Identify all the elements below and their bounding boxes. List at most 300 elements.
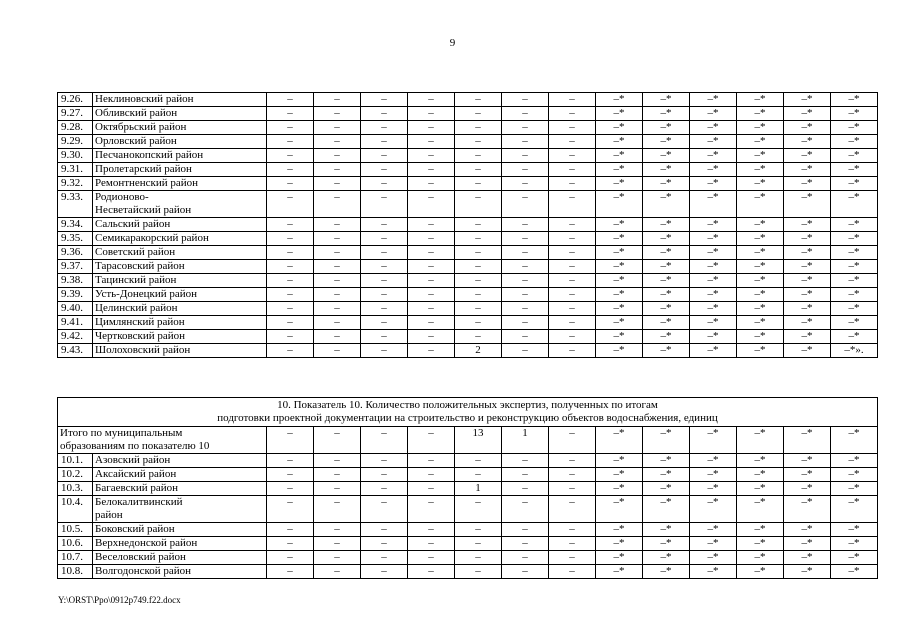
district-name: Несветайский район: [95, 204, 192, 216]
value-cell: –: [549, 316, 596, 330]
value-cell: –*: [737, 135, 784, 149]
value-cell: –*: [643, 135, 690, 149]
value-cell: –: [408, 302, 455, 316]
value-cell: –*: [643, 523, 690, 537]
value-cell: –: [502, 191, 549, 218]
value-cell: –*: [784, 565, 831, 579]
value-cell: –: [314, 107, 361, 121]
value-cell: –: [408, 454, 455, 468]
value-cell: –: [267, 344, 314, 358]
value-cell: –*: [643, 427, 690, 454]
value-cell: –*: [737, 551, 784, 565]
indicator-title-row: [58, 398, 878, 427]
row-number: 10.5.: [58, 523, 93, 537]
value-cell: –: [314, 330, 361, 344]
district-name-cell: [93, 523, 267, 537]
value-cell: –*: [784, 551, 831, 565]
value-cell: –*: [596, 288, 643, 302]
value-cell: –: [455, 537, 502, 551]
row-number: 10.3.: [58, 482, 93, 496]
value-cell: –: [314, 565, 361, 579]
value-cell: –*: [737, 177, 784, 191]
value-cell: –*: [690, 149, 737, 163]
value-cell: –*: [784, 427, 831, 454]
district-name-cell: [93, 232, 267, 246]
district-name-cell: [93, 135, 267, 149]
table-row: [58, 260, 878, 274]
value-cell: –*: [596, 523, 643, 537]
value-cell: –*: [643, 218, 690, 232]
district-name-cell: [93, 149, 267, 163]
table-row: [58, 135, 878, 149]
value-cell: –*: [784, 218, 831, 232]
value-cell: –: [267, 288, 314, 302]
district-name: Цимлянский район: [95, 316, 185, 328]
value-cell: –: [502, 93, 549, 107]
value-cell: –*: [831, 121, 878, 135]
value-cell: –*: [643, 330, 690, 344]
value-cell: –*: [831, 191, 878, 218]
value-cell: –*: [784, 232, 831, 246]
value-cell: –: [267, 454, 314, 468]
table-row: [58, 496, 878, 523]
value-cell: –: [314, 274, 361, 288]
row-number: 9.31.: [58, 163, 93, 177]
value-cell: –: [549, 93, 596, 107]
district-name-cell: [93, 537, 267, 551]
district-name-cell: [93, 316, 267, 330]
value-cell: –: [455, 565, 502, 579]
value-cell: –: [502, 135, 549, 149]
value-cell: –*: [690, 260, 737, 274]
value-cell: –: [361, 330, 408, 344]
value-cell: –: [502, 316, 549, 330]
value-cell: –: [408, 316, 455, 330]
value-cell: –: [455, 316, 502, 330]
value-cell: –: [549, 121, 596, 135]
district-name-cell: [93, 191, 267, 218]
indicator-title: [58, 398, 878, 427]
value-cell: –: [314, 427, 361, 454]
value-cell: –*: [737, 316, 784, 330]
district-name-cell: [93, 496, 267, 523]
value-cell: –*: [643, 302, 690, 316]
value-cell: –: [314, 121, 361, 135]
value-cell: –: [408, 246, 455, 260]
value-cell: –*: [690, 218, 737, 232]
district-name: Ремонтненский район: [95, 177, 199, 189]
value-cell: –: [455, 302, 502, 316]
value-cell: –: [408, 468, 455, 482]
value-cell: –*: [690, 191, 737, 218]
value-cell: –: [549, 537, 596, 551]
value-cell: –: [267, 427, 314, 454]
value-cell: –: [455, 288, 502, 302]
value-cell: –*: [831, 427, 878, 454]
value-cell: –*: [690, 177, 737, 191]
total-label-line: Итого по муниципальным: [60, 427, 183, 439]
row-number: 10.7.: [58, 551, 93, 565]
value-cell: –: [314, 496, 361, 523]
value-cell: –*: [690, 482, 737, 496]
row-number: 9.34.: [58, 218, 93, 232]
value-cell: –*: [737, 302, 784, 316]
value-cell: –*: [784, 135, 831, 149]
table-row: [58, 218, 878, 232]
value-cell: –: [455, 177, 502, 191]
value-cell: –*: [596, 218, 643, 232]
district-name-cell: [93, 330, 267, 344]
district-name-cell: [93, 218, 267, 232]
value-cell: –*: [737, 482, 784, 496]
value-cell: –: [361, 537, 408, 551]
value-cell: –: [549, 565, 596, 579]
value-cell: –: [549, 107, 596, 121]
table-indicator-10: [57, 397, 878, 579]
row-number: 9.30.: [58, 149, 93, 163]
value-cell: –: [408, 523, 455, 537]
value-cell: –*: [831, 468, 878, 482]
value-cell: –: [314, 246, 361, 260]
value-cell: –: [314, 454, 361, 468]
value-cell: –: [361, 107, 408, 121]
value-cell: –: [267, 163, 314, 177]
value-cell: –*: [643, 316, 690, 330]
value-cell: –: [549, 274, 596, 288]
district-name: Волгодонской район: [95, 565, 192, 577]
value-cell: –*: [831, 537, 878, 551]
value-cell: –: [502, 523, 549, 537]
value-cell: –: [549, 246, 596, 260]
value-cell: –*: [596, 260, 643, 274]
value-cell: –*: [831, 302, 878, 316]
value-cell: –: [455, 107, 502, 121]
district-name-cell: [93, 454, 267, 468]
value-cell: –*: [737, 246, 784, 260]
table-row: [58, 121, 878, 135]
value-cell: –*: [596, 191, 643, 218]
value-cell: 13: [455, 427, 502, 454]
value-cell: –: [455, 135, 502, 149]
value-cell: –: [408, 427, 455, 454]
value-cell: –*: [737, 427, 784, 454]
value-cell: –: [408, 149, 455, 163]
value-cell: –*: [737, 149, 784, 163]
value-cell: –*: [690, 135, 737, 149]
value-cell: –*: [643, 232, 690, 246]
value-cell: –: [502, 260, 549, 274]
value-cell: –*: [643, 93, 690, 107]
row-number: 10.1.: [58, 454, 93, 468]
value-cell: –*: [737, 121, 784, 135]
value-cell: –: [267, 191, 314, 218]
value-cell: –*: [690, 468, 737, 482]
table-districts-part1: [57, 92, 878, 358]
value-cell: –: [267, 468, 314, 482]
table-row: [58, 107, 878, 121]
value-cell: –: [314, 232, 361, 246]
total-label-line: образованиям по показателю 10: [60, 440, 210, 452]
value-cell: –*: [690, 107, 737, 121]
value-cell: –: [502, 163, 549, 177]
value-cell: –: [408, 232, 455, 246]
value-cell: –*: [690, 93, 737, 107]
value-cell: –*: [690, 496, 737, 523]
value-cell: –: [455, 330, 502, 344]
value-cell: –: [361, 454, 408, 468]
value-cell: –*: [643, 260, 690, 274]
value-cell: –: [361, 482, 408, 496]
value-cell: –: [502, 288, 549, 302]
value-cell: –: [549, 135, 596, 149]
value-cell: –: [502, 454, 549, 468]
value-cell: –: [502, 107, 549, 121]
value-cell: –*: [643, 482, 690, 496]
value-cell: –: [502, 330, 549, 344]
value-cell: –: [267, 523, 314, 537]
value-cell: –: [361, 468, 408, 482]
value-cell: –: [408, 551, 455, 565]
value-cell: –: [408, 218, 455, 232]
value-cell: –*: [831, 149, 878, 163]
row-number: 9.29.: [58, 135, 93, 149]
value-cell: –*: [690, 344, 737, 358]
value-cell: –: [361, 163, 408, 177]
value-cell: –*: [596, 135, 643, 149]
district-name: Белокалитвинский: [95, 496, 183, 508]
value-cell: –: [455, 246, 502, 260]
value-cell: –*: [737, 218, 784, 232]
value-cell: –: [314, 93, 361, 107]
value-cell: –: [549, 468, 596, 482]
table-row: [58, 537, 878, 551]
value-cell: –: [314, 149, 361, 163]
table-row: [58, 565, 878, 579]
value-cell: –*: [690, 232, 737, 246]
value-cell: –: [267, 260, 314, 274]
row-number: 9.40.: [58, 302, 93, 316]
value-cell: –: [314, 316, 361, 330]
district-name: Веселовский район: [95, 551, 186, 563]
value-cell: –: [408, 344, 455, 358]
district-name: Сальский район: [95, 218, 171, 230]
value-cell: –*: [784, 121, 831, 135]
value-cell: –: [408, 565, 455, 579]
value-cell: –*: [831, 482, 878, 496]
district-name-cell: [93, 93, 267, 107]
district-name-cell: [93, 551, 267, 565]
value-cell: –: [361, 191, 408, 218]
value-cell: –: [408, 191, 455, 218]
value-cell: –*: [737, 274, 784, 288]
value-cell: –: [502, 551, 549, 565]
value-cell: –: [455, 218, 502, 232]
value-cell: –*: [784, 163, 831, 177]
value-cell: –*: [784, 537, 831, 551]
row-number: 9.28.: [58, 121, 93, 135]
value-cell: 2: [455, 344, 502, 358]
value-cell: –*: [690, 316, 737, 330]
table-row: [58, 163, 878, 177]
district-name-cell: [93, 482, 267, 496]
value-cell: –*: [596, 121, 643, 135]
value-cell: –*: [737, 191, 784, 218]
value-cell: –: [502, 302, 549, 316]
value-cell: –*: [737, 454, 784, 468]
row-number: 9.35.: [58, 232, 93, 246]
value-cell: –*: [784, 468, 831, 482]
value-cell: –: [361, 496, 408, 523]
value-cell: –*: [596, 232, 643, 246]
value-cell: –*: [596, 163, 643, 177]
value-cell: –: [549, 427, 596, 454]
row-number: 9.43.: [58, 344, 93, 358]
value-cell: –*: [737, 468, 784, 482]
value-cell: –: [408, 107, 455, 121]
value-cell: –*: [643, 191, 690, 218]
value-cell: –*: [690, 537, 737, 551]
value-cell: –*: [596, 107, 643, 121]
value-cell: –*: [596, 551, 643, 565]
value-cell: –: [502, 537, 549, 551]
value-cell: –: [314, 537, 361, 551]
district-name: Чертковский район: [95, 330, 186, 342]
value-cell: –*: [784, 496, 831, 523]
value-cell: –: [314, 468, 361, 482]
value-cell: –*: [831, 496, 878, 523]
row-number: 9.27.: [58, 107, 93, 121]
value-cell: –*: [737, 288, 784, 302]
value-cell: –: [408, 496, 455, 523]
value-cell: –*: [690, 121, 737, 135]
value-cell: –*: [596, 93, 643, 107]
value-cell: –*: [784, 454, 831, 468]
value-cell: –: [502, 482, 549, 496]
value-cell: –: [549, 288, 596, 302]
value-cell: –: [549, 482, 596, 496]
value-cell: –: [267, 177, 314, 191]
value-cell: 1: [455, 482, 502, 496]
value-cell: –: [408, 135, 455, 149]
value-cell: –: [314, 551, 361, 565]
district-name: Шолоховский район: [95, 344, 191, 356]
table-row: [58, 288, 878, 302]
value-cell: –: [267, 149, 314, 163]
table-row: [58, 93, 878, 107]
value-cell: –*: [643, 163, 690, 177]
value-cell: –*: [831, 218, 878, 232]
value-cell: –: [502, 149, 549, 163]
value-cell: –*: [831, 260, 878, 274]
value-cell: –: [361, 565, 408, 579]
value-cell: –: [361, 218, 408, 232]
district-name: Октябрьский район: [95, 121, 187, 133]
value-cell: –: [267, 302, 314, 316]
value-cell: –*: [596, 177, 643, 191]
value-cell: –: [408, 177, 455, 191]
row-number: 9.37.: [58, 260, 93, 274]
value-cell: –*: [737, 232, 784, 246]
value-cell: –: [502, 344, 549, 358]
value-cell: –: [455, 232, 502, 246]
value-cell: –: [502, 218, 549, 232]
district-name: Неклиновский район: [95, 93, 194, 105]
value-cell: –*: [831, 232, 878, 246]
value-cell: –: [549, 496, 596, 523]
district-name: Семикаракорский район: [95, 232, 209, 244]
value-cell: –: [361, 427, 408, 454]
value-cell: –: [408, 537, 455, 551]
table-row: [58, 468, 878, 482]
value-cell: –*: [784, 344, 831, 358]
value-cell: –*: [643, 496, 690, 523]
district-name: Советский район: [95, 246, 176, 258]
value-cell: –*: [831, 93, 878, 107]
district-name: Боковский район: [95, 523, 175, 535]
table-row: [58, 523, 878, 537]
value-cell: –: [455, 496, 502, 523]
row-number: 9.39.: [58, 288, 93, 302]
table-row: [58, 482, 878, 496]
value-cell: –: [314, 302, 361, 316]
value-cell: –: [455, 260, 502, 274]
table-row: [58, 149, 878, 163]
district-name-cell: [93, 565, 267, 579]
value-cell: –: [267, 93, 314, 107]
value-cell: –*: [831, 274, 878, 288]
value-cell: –: [314, 260, 361, 274]
value-cell: –*: [596, 302, 643, 316]
total-label: [58, 427, 267, 454]
value-cell: –: [455, 454, 502, 468]
value-cell: –*: [784, 191, 831, 218]
table-row: [58, 316, 878, 330]
value-cell: –: [549, 454, 596, 468]
value-cell: –: [549, 218, 596, 232]
value-cell: –*: [643, 454, 690, 468]
district-name-cell: [93, 246, 267, 260]
value-cell: –*: [831, 177, 878, 191]
value-cell: –: [408, 260, 455, 274]
value-cell: –*: [831, 551, 878, 565]
value-cell: –*: [831, 107, 878, 121]
value-cell: –: [549, 232, 596, 246]
value-cell: –: [267, 246, 314, 260]
row-number: 10.4.: [58, 496, 93, 523]
district-name-cell: [93, 468, 267, 482]
district-name-cell: [93, 107, 267, 121]
value-cell: –*: [643, 107, 690, 121]
value-cell: –*: [690, 523, 737, 537]
district-name: Тацинский район: [95, 274, 177, 286]
value-cell: –: [267, 330, 314, 344]
row-number: 9.42.: [58, 330, 93, 344]
value-cell: –*: [596, 565, 643, 579]
value-cell: –: [455, 191, 502, 218]
value-cell: –: [361, 246, 408, 260]
value-cell: –*: [643, 344, 690, 358]
table-row: [58, 274, 878, 288]
value-cell: –: [549, 302, 596, 316]
total-row: [58, 427, 878, 454]
value-cell: –*: [643, 177, 690, 191]
district-name: Усть-Донецкий район: [95, 288, 198, 300]
value-cell: –: [267, 496, 314, 523]
value-cell: –: [267, 316, 314, 330]
file-path-footer: Y:\ORST\Ppo\0912p749.f22.docx: [58, 595, 181, 605]
value-cell: –*: [596, 454, 643, 468]
row-number: 9.38.: [58, 274, 93, 288]
